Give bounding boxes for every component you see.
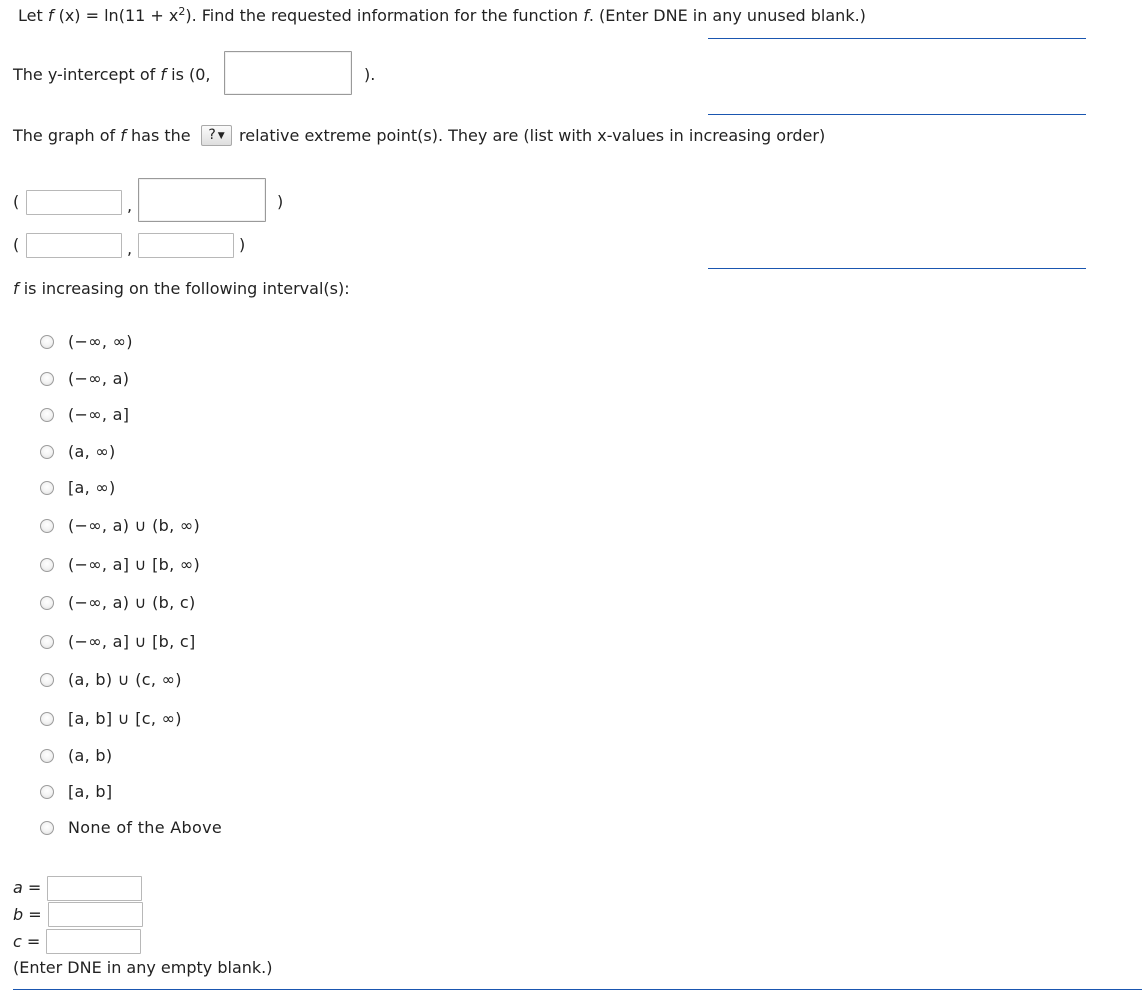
increasing-label: f is increasing on the following interval(s): [13,279,350,298]
param-b-input[interactable] [48,902,143,927]
interval-option-label: (a, b) ∪ (c, ∞) [68,670,182,689]
extreme-suffix: relative extreme point(s). They are (list with x-values in increasing order) [239,126,826,145]
point2-x-input[interactable] [26,233,122,258]
param-a-label: a = [13,878,42,897]
interval-radio[interactable] [40,635,54,649]
interval-option-label: (−∞, a] ∪ [b, c] [68,632,196,651]
interval-radio[interactable] [40,558,54,572]
interval-option-label: [a, ∞) [68,478,116,497]
interval-radio[interactable] [40,481,54,495]
chevron-down-icon: ▼ [217,131,225,141]
extreme-label: The graph of f has the [13,126,191,145]
param-c-label: c = [13,932,41,951]
enter-dne-note: (Enter DNE in any empty blank.) [13,958,273,977]
param-c-input[interactable] [46,929,141,954]
question-text: Let f $(x) = \ln(11 + x^2)$. Find the requested information for the function f. (Enter DNE in any unused blank.) [18,5,866,25]
interval-option-label: (−∞, a) ∪ (b, ∞) [68,516,201,535]
param-a-input[interactable] [47,876,142,901]
interval-radio[interactable] [40,785,54,799]
interval-radio[interactable] [40,372,54,386]
divider [13,989,1142,990]
interval-option-label: (−∞, a) [68,369,130,388]
interval-radio[interactable] [40,519,54,533]
extreme-type-select[interactable] [201,125,232,146]
interval-radio[interactable] [40,445,54,459]
divider [708,38,1086,39]
point1-open: ( [13,192,20,211]
yint-label: The y-intercept of f is (0, [13,65,211,84]
select-value: ? [208,127,216,143]
interval-radio[interactable] [40,673,54,687]
point1-close: ) [277,192,284,211]
interval-option-label: (−∞, ∞) [68,332,133,351]
point2-open: ( [13,235,20,254]
divider [708,268,1086,269]
interval-option-label: None of the Above [68,818,222,837]
point2-close: ) [239,235,246,254]
point1-x-input[interactable] [26,190,122,215]
interval-option-label: (−∞, a) ∪ (b, c) [68,593,196,612]
interval-radio[interactable] [40,821,54,835]
interval-radio[interactable] [40,712,54,726]
divider [708,114,1086,115]
interval-radio[interactable] [40,596,54,610]
point2-y-input[interactable] [138,233,234,258]
point1-comma: , [127,196,133,215]
interval-radio[interactable] [40,408,54,422]
interval-option-label: (−∞, a] [68,405,130,424]
interval-option-label: (a, ∞) [68,442,116,461]
param-b-label: b = [13,905,42,924]
yint-input[interactable] [224,51,352,95]
interval-radio[interactable] [40,335,54,349]
interval-radio[interactable] [40,749,54,763]
point2-comma: , [127,239,133,258]
interval-option-label: (−∞, a] ∪ [b, ∞) [68,555,201,574]
yint-suffix: ). [364,65,376,84]
interval-option-label: [a, b] [68,782,113,801]
point1-y-input[interactable] [138,178,266,222]
interval-option-label: (a, b) [68,746,113,765]
interval-option-label: [a, b] ∪ [c, ∞) [68,709,182,728]
